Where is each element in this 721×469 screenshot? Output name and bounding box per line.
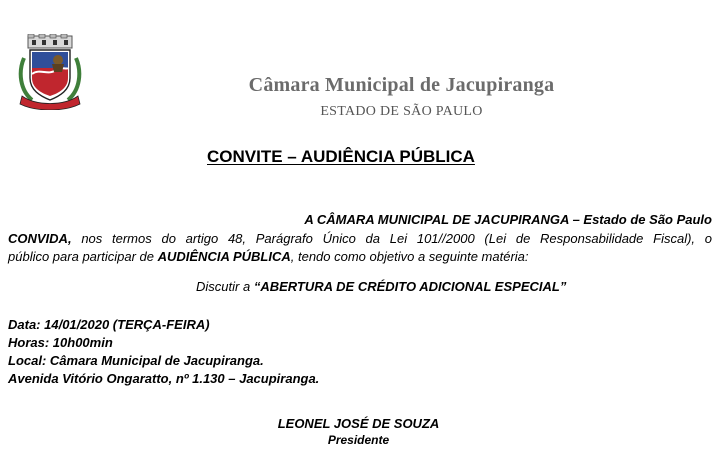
event-details (8, 316, 319, 388)
intro-line-2-text: nos termos do artigo 48, Parágrafo Único da Lei 101//2000 (Lei de Responsabilidade Fiscal), o (81, 230, 712, 246)
event-time: Horas: 10h00min (8, 335, 113, 350)
crest-crown (28, 34, 72, 48)
intro-audiencia: AUDIÊNCIA PÚBLICA (157, 249, 291, 264)
event-address: Avenida Vitório Ongaratto, nº 1.130 – Jacupiranga. (8, 371, 320, 386)
intro-line-3-post: , tendo como objetivo a seguinte matéria: (290, 249, 529, 264)
intro-line-2 (8, 230, 712, 249)
event-date: Data: 14/01/2020 (TERÇA-FEIRA) (8, 317, 210, 332)
page-title: CONVITE – AUDIÊNCIA PÚBLICA (207, 147, 475, 166)
subject-text: “ABERTURA DE CRÉDITO ADICIONAL ESPECIAL” (253, 279, 567, 294)
event-place: Local: Câmara Municipal de Jacupiranga. (8, 353, 264, 368)
municipal-coat-of-arms-icon (18, 34, 82, 110)
subject-line (196, 279, 566, 294)
invitation-paragraph (8, 211, 712, 267)
signer-name: LEONEL JOSÉ DE SOUZA (277, 416, 440, 431)
intro-line-3 (8, 248, 712, 267)
state-name: ESTADO DE SÃO PAULO (320, 104, 483, 119)
subject-prefix: Discutir a (196, 279, 251, 294)
intro-org-line: A CÂMARA MUNICIPAL DE JACUPIRANGA – Estado de São Paulo (304, 212, 712, 227)
intro-convida: CONVIDA, (8, 230, 72, 246)
intro-line-3-pre: público para participar de (8, 249, 154, 264)
org-name: Câmara Municipal de Jacupiranga (248, 74, 555, 96)
signer-role: Presidente (327, 433, 390, 447)
